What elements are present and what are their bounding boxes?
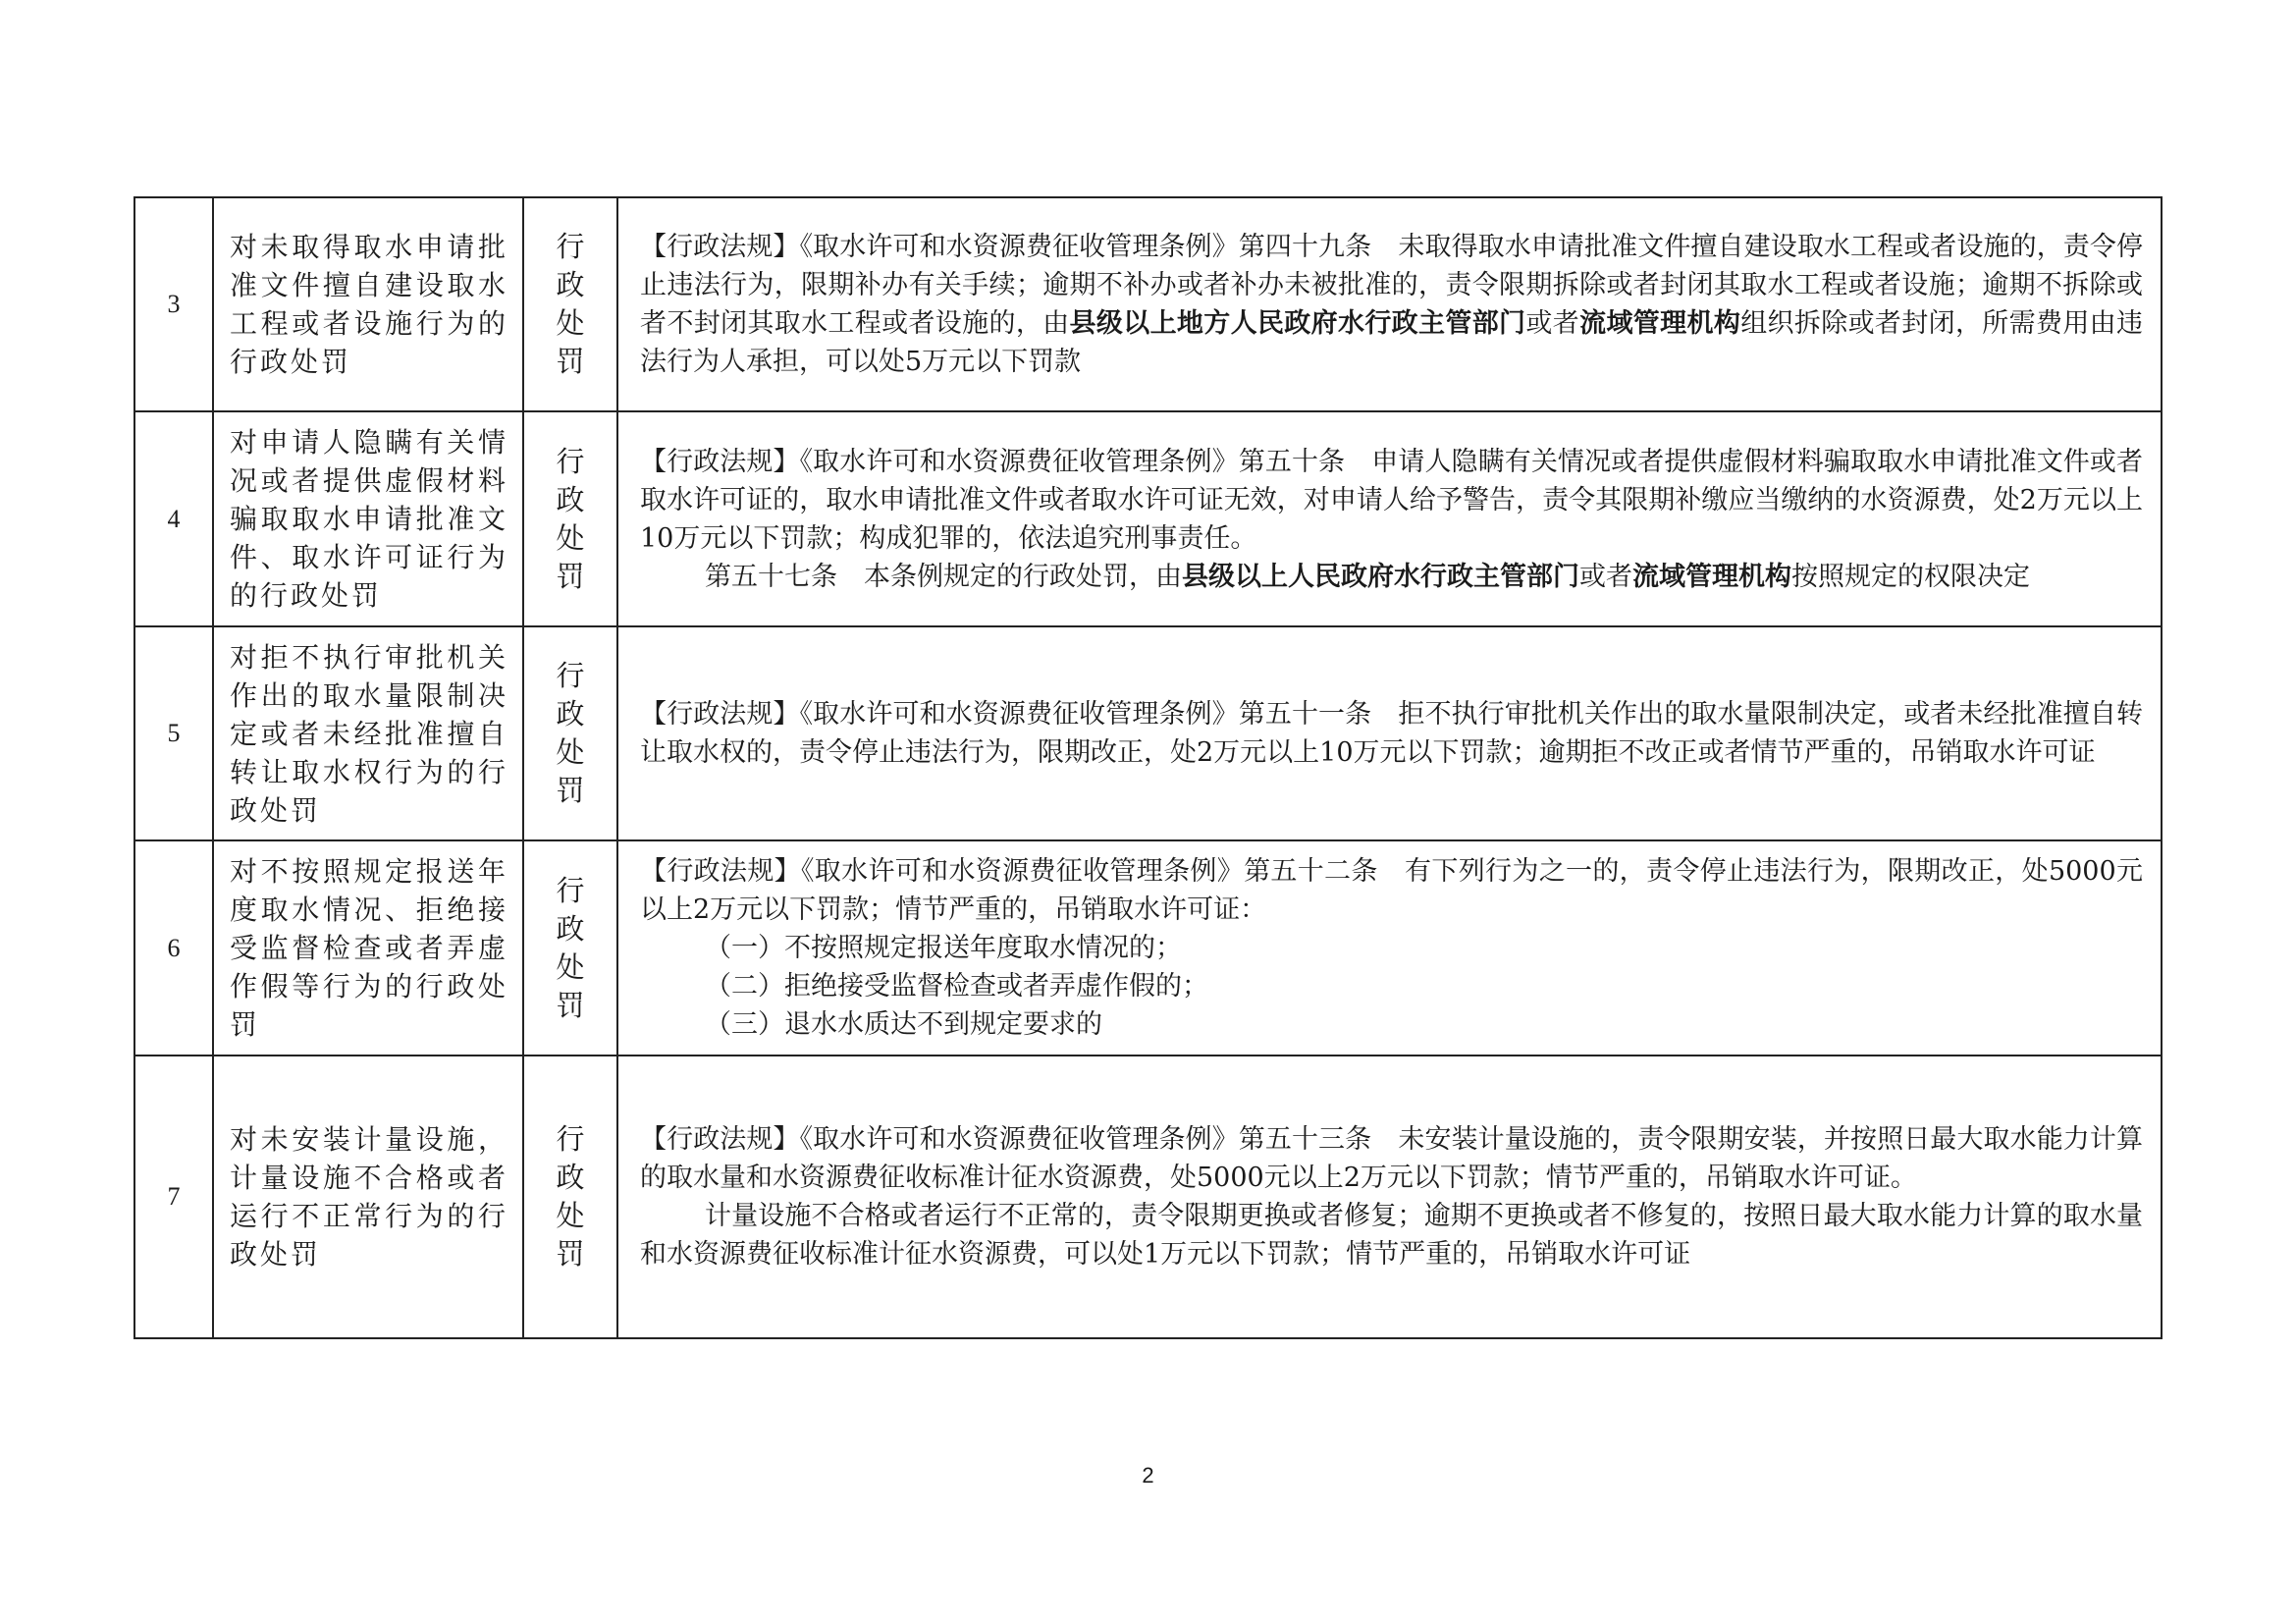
penalty-table [133,196,2163,1339]
basis-text: 或者 [1579,561,1632,592]
table-row [134,626,2162,840]
penalty-type: 行政处罚 [556,1122,585,1271]
authority-bold: 流域管理机构 [1632,561,1791,592]
row-number: 4 [134,411,213,626]
basis-text: 组织拆除或者封闭，所需费用由违法行为人承担，可以处5万元以下罚款 [640,308,2144,377]
item-name: 对申请人隐瞒有关情况或者提供虚假材料骗取取水申请批准文件、取水许可证行为的行政处罚 [213,411,523,626]
penalty-type-cell [523,411,617,626]
penalty-type-cell [523,840,617,1056]
basis-paragraph: 【行政法规】《取水许可和水资源费征收管理条例》第五十条 申请人隐瞒有关情况或者提供虚假材料骗取取水申请批准文件或者取水许可证的，取水申请批准文件或者取水许可证无效，对申请人给予警告，责令其限期补缴应当缴纳的水资源费，处2万元以上10万元以下罚款；构成犯罪的，依法追究刑事责任。 [640,446,2143,554]
legal-basis [617,411,2162,626]
basis-list-item: （一）不按照规定报送年度取水情况的； [705,933,1182,963]
legal-basis [617,840,2162,1056]
item-name: 对未安装计量设施，计量设施不合格或者运行不正常行为的行政处罚 [213,1056,523,1338]
basis-text: 或者 [1525,308,1580,339]
basis-paragraph: 【行政法规】《取水许可和水资源费征收管理条例》第五十三条 未安装计量设施的，责令限期安装，并按照日最大取水能力计算的取水量和水资源费征收标准计征水资源费，处5000元以上2万元以下罚款；情节严重的，吊销取水许可证。 [640,1124,2143,1193]
penalty-type-cell [523,1056,617,1338]
penalty-type: 行政处罚 [556,873,585,1022]
legal-basis [617,626,2162,840]
penalty-type-cell [523,197,617,411]
legal-basis [617,197,2162,411]
penalty-type: 行政处罚 [556,230,585,378]
basis-text: 按照规定的权限决定 [1791,561,2030,592]
penalty-type-cell [523,626,617,840]
table-row [134,840,2162,1056]
item-name: 对未取得取水申请批准文件擅自建设取水工程或者设施行为的行政处罚 [213,197,523,411]
basis-paragraph: 【行政法规】《取水许可和水资源费征收管理条例》第五十二条 有下列行为之一的，责令停止违法行为，限期改正，处5000元以上2万元以下罚款；情节严重的，吊销取水许可证： [640,856,2143,925]
penalty-type: 行政处罚 [556,659,585,807]
item-name: 对不按照规定报送年度取水情况、拒绝接受监督检查或者弄虚作假等行为的行政处罚 [213,840,523,1056]
authority-bold: 流域管理机构 [1579,308,1741,339]
table-row [134,197,2162,411]
basis-paragraph: 【行政法规】《取水许可和水资源费征收管理条例》第五十一条 拒不执行审批机关作出的取水量限制决定，或者未经批准擅自转让取水权的，责令停止违法行为，限期改正，处2万元以上10万元以下罚款；逾期拒不改正或者情节严重的，吊销取水许可证 [640,699,2143,768]
row-number: 5 [134,626,213,840]
page-number: 2 [1142,1463,1154,1488]
penalty-type: 行政处罚 [556,444,585,593]
row-number: 3 [134,197,213,411]
table-row [134,411,2162,626]
row-number: 6 [134,840,213,1056]
legal-basis [617,1056,2162,1338]
authority-bold: 县级以上地方人民政府水行政主管部门 [1069,308,1526,339]
basis-text: 第五十七条 本条例规定的行政处罚，由 [705,561,1182,592]
table-row [134,1056,2162,1338]
basis-paragraph [640,228,2143,381]
row-number: 7 [134,1056,213,1338]
basis-text: 【行政法规】《取水许可和水资源费征收管理条例》第四十九条 未取得取水申请批准文件擅自建设取水工程或者设施的，责令停止违法行为，限期补办有关手续；逾期不补办或者补办未被批准的，责令限期拆除或者封闭其取水工程或者设施；逾期不拆除或者不封闭其取水工程或者设施的，由 [640,232,2143,339]
item-name: 对拒不执行审批机关作出的取水量限制决定或者未经批准擅自转让取水权行为的行政处罚 [213,626,523,840]
basis-paragraph: 计量设施不合格或者运行不正常的，责令限期更换或者修复；逾期不更换或者不修复的，按照日最大取水能力计算的取水量和水资源费征收标准计征水资源费，可以处1万元以下罚款；情节严重的，吊销取水许可证 [640,1201,2143,1270]
basis-paragraph [640,558,2143,596]
basis-list-item: （三）退水水质达不到规定要求的 [705,1009,1102,1040]
basis-list-item: （二）拒绝接受监督检查或者弄虚作假的； [705,971,1208,1001]
authority-bold: 县级以上人民政府水行政主管部门 [1182,561,1579,592]
